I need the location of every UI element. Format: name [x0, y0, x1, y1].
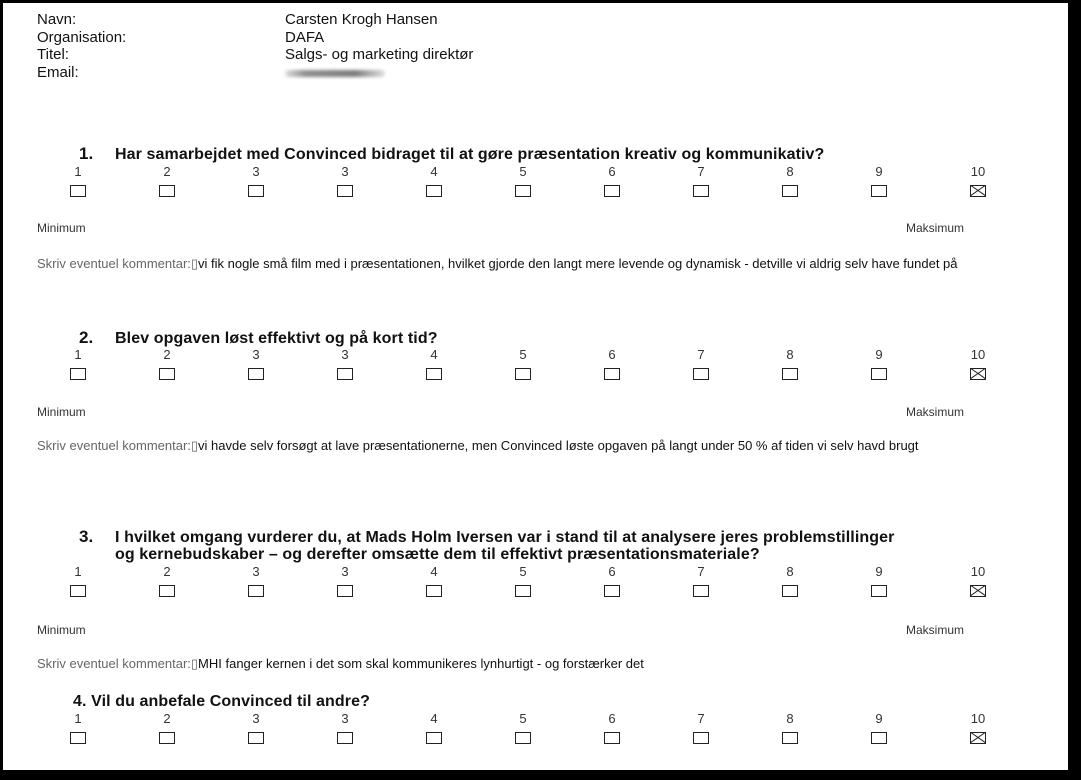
- rating-option: [770, 165, 810, 197]
- rating-number: 8: [786, 164, 794, 179]
- rating-option: [859, 165, 899, 197]
- question-2-min-label: Minimum: [37, 405, 86, 419]
- rating-option: [414, 565, 454, 597]
- rating-option: [325, 565, 365, 597]
- name-label: Navn:: [37, 11, 77, 28]
- question-4-title: [73, 693, 370, 710]
- rating-option: [414, 348, 454, 380]
- question-4-number: 4.: [73, 693, 87, 710]
- empty-checkbox[interactable]: [70, 368, 86, 380]
- rating-option: [958, 165, 998, 197]
- checked-checkbox[interactable]: [970, 585, 986, 597]
- title-row: [37, 46, 473, 64]
- rating-number: 3: [252, 711, 260, 726]
- respondent-info: [37, 11, 473, 81]
- empty-checkbox[interactable]: [604, 185, 620, 197]
- rating-option: [859, 712, 899, 744]
- rating-number: 4: [430, 164, 438, 179]
- question-1-title: [79, 145, 824, 163]
- empty-checkbox[interactable]: [337, 732, 353, 744]
- rating-option: [503, 565, 543, 597]
- empty-checkbox[interactable]: [248, 368, 264, 380]
- question-4-scale: [3, 712, 1063, 752]
- question-3-max-label: Maksimum: [906, 623, 965, 637]
- rating-number: 10: [970, 164, 986, 179]
- rating-option: [325, 348, 365, 380]
- empty-checkbox[interactable]: [693, 732, 709, 744]
- empty-checkbox[interactable]: [871, 732, 887, 744]
- email-label: Email:: [37, 63, 79, 81]
- empty-checkbox[interactable]: [782, 585, 798, 597]
- checked-checkbox[interactable]: [970, 185, 986, 197]
- question-3-min-label: Minimum: [37, 623, 86, 637]
- rating-number: 3: [341, 347, 349, 362]
- question-1-number: 1.: [79, 144, 94, 163]
- question-3-scale: [3, 565, 1063, 605]
- rating-number: 6: [608, 564, 616, 579]
- question-3-text-line2: og kernebudskaber – og derefter omsætte dem til effektivt præsentationsmateriale?: [115, 546, 760, 563]
- empty-checkbox[interactable]: [70, 732, 86, 744]
- empty-checkbox[interactable]: [693, 368, 709, 380]
- rating-number: 1: [74, 347, 82, 362]
- empty-checkbox[interactable]: [248, 732, 264, 744]
- rating-option: [770, 712, 810, 744]
- rating-number: 9: [875, 347, 883, 362]
- rating-number: 2: [163, 564, 171, 579]
- question-2-title: [79, 329, 438, 347]
- rating-number: 7: [697, 347, 705, 362]
- name-row: [37, 11, 473, 29]
- question-1-max-label: Maksimum: [906, 221, 965, 235]
- question-2-comment: [37, 436, 1047, 455]
- question-3-comment: [37, 654, 1047, 673]
- empty-checkbox[interactable]: [604, 368, 620, 380]
- empty-checkbox[interactable]: [159, 732, 175, 744]
- empty-checkbox[interactable]: [782, 185, 798, 197]
- empty-checkbox[interactable]: [70, 585, 86, 597]
- question-3-title: [79, 528, 894, 563]
- rating-option: [859, 565, 899, 597]
- rating-number: 10: [970, 564, 986, 579]
- empty-checkbox[interactable]: [782, 368, 798, 380]
- rating-option: [503, 348, 543, 380]
- organisation-value: DAFA: [285, 28, 325, 46]
- rating-number: 8: [786, 564, 794, 579]
- rating-option: [958, 712, 998, 744]
- question-2-scale: [3, 348, 1063, 388]
- empty-checkbox[interactable]: [515, 185, 531, 197]
- empty-checkbox[interactable]: [604, 585, 620, 597]
- empty-checkbox[interactable]: [515, 585, 531, 597]
- question-2-comment-text: vi havde selv forsøgt at lave præsentationerne, men Convinced løste opgaven på langt under 50 % af tiden vi selv havd brugt: [198, 438, 919, 453]
- rating-option: [770, 348, 810, 380]
- rating-number: 7: [697, 164, 705, 179]
- comment-prefix: Skriv eventuel kommentar:▯: [37, 438, 199, 453]
- rating-number: 5: [519, 164, 527, 179]
- title-value: Salgs- og marketing direktør: [285, 46, 474, 63]
- rating-number: 1: [74, 164, 82, 179]
- rating-option: [147, 348, 187, 380]
- empty-checkbox[interactable]: [871, 368, 887, 380]
- empty-checkbox[interactable]: [70, 185, 86, 197]
- rating-option: [681, 565, 721, 597]
- checked-checkbox[interactable]: [970, 368, 986, 380]
- rating-option: [414, 165, 454, 197]
- question-4-text: Vil du anbefale Convinced til andre?: [91, 693, 371, 710]
- empty-checkbox[interactable]: [426, 585, 442, 597]
- question-1-text: Har samarbejdet med Convinced bidraget til at gøre præsentation kreativ og kommunikativ?: [115, 146, 825, 163]
- rating-number: 3: [341, 711, 349, 726]
- question-3-comment-text: MHI fanger kernen i det som skal kommunikeres lynhurtigt - og forstærker det: [198, 656, 644, 671]
- rating-number: 10: [970, 347, 986, 362]
- rating-number: 2: [163, 347, 171, 362]
- empty-checkbox[interactable]: [515, 368, 531, 380]
- rating-option: [958, 565, 998, 597]
- question-3-text: I hvilket omgang vurderer du, at Mads Holm Iversen var i stand til at analysere jeres problemstillinger: [115, 529, 895, 546]
- rating-number: 2: [163, 164, 171, 179]
- rating-option: [592, 712, 632, 744]
- email-redacted: [285, 70, 385, 77]
- rating-number: 8: [786, 711, 794, 726]
- empty-checkbox[interactable]: [159, 585, 175, 597]
- rating-number: 5: [519, 564, 527, 579]
- rating-number: 8: [786, 347, 794, 362]
- organisation-row: [37, 29, 473, 47]
- empty-checkbox[interactable]: [248, 185, 264, 197]
- question-1-comment: [37, 254, 1047, 273]
- rating-option: [147, 712, 187, 744]
- empty-checkbox[interactable]: [426, 368, 442, 380]
- rating-number: 4: [430, 347, 438, 362]
- empty-checkbox[interactable]: [693, 185, 709, 197]
- empty-checkbox[interactable]: [871, 585, 887, 597]
- comment-prefix: Skriv eventuel kommentar:▯: [37, 656, 199, 671]
- empty-checkbox[interactable]: [604, 732, 620, 744]
- rating-option: [58, 565, 98, 597]
- rating-option: [503, 712, 543, 744]
- rating-option: [236, 348, 276, 380]
- empty-checkbox[interactable]: [337, 585, 353, 597]
- rating-number: 9: [875, 564, 883, 579]
- rating-number: 4: [430, 564, 438, 579]
- rating-number: 3: [252, 164, 260, 179]
- rating-option: [681, 165, 721, 197]
- rating-option: [147, 165, 187, 197]
- rating-option: [592, 565, 632, 597]
- empty-checkbox[interactable]: [426, 185, 442, 197]
- empty-checkbox[interactable]: [337, 185, 353, 197]
- email-row: [37, 64, 473, 82]
- rating-number: 5: [519, 347, 527, 362]
- rating-number: 1: [74, 711, 82, 726]
- rating-number: 6: [608, 164, 616, 179]
- question-1-min-label: Minimum: [37, 221, 86, 235]
- rating-number: 5: [519, 711, 527, 726]
- comment-prefix: Skriv eventuel kommentar:▯: [37, 256, 199, 271]
- rating-number: 6: [608, 347, 616, 362]
- rating-option: [236, 165, 276, 197]
- rating-number: 4: [430, 711, 438, 726]
- rating-option: [58, 348, 98, 380]
- rating-number: 3: [341, 564, 349, 579]
- rating-option: [58, 712, 98, 744]
- empty-checkbox[interactable]: [693, 585, 709, 597]
- name-value: Carsten Krogh Hansen: [285, 11, 438, 28]
- question-3-number: 3.: [79, 527, 94, 546]
- rating-option: [859, 348, 899, 380]
- rating-number: 3: [341, 164, 349, 179]
- rating-option: [681, 712, 721, 744]
- title-label: Titel:: [37, 46, 69, 63]
- rating-option: [236, 565, 276, 597]
- rating-option: [147, 565, 187, 597]
- empty-checkbox[interactable]: [337, 368, 353, 380]
- rating-option: [325, 712, 365, 744]
- rating-option: [592, 348, 632, 380]
- rating-number: 7: [697, 711, 705, 726]
- rating-option: [681, 348, 721, 380]
- rating-number: 7: [697, 564, 705, 579]
- rating-option: [236, 712, 276, 744]
- empty-checkbox[interactable]: [426, 732, 442, 744]
- question-2-text: Blev opgaven løst effektivt og på kort tid?: [115, 330, 438, 347]
- empty-checkbox[interactable]: [515, 732, 531, 744]
- empty-checkbox[interactable]: [159, 185, 175, 197]
- checked-checkbox[interactable]: [970, 732, 986, 744]
- question-1-comment-text: vi fik nogle små film med i præsentationen, hvilket gjorde den langt mere levende og dynamisk - detville vi aldrig selv have fundet på: [198, 256, 958, 271]
- rating-number: 2: [163, 711, 171, 726]
- rating-number: 9: [875, 164, 883, 179]
- rating-number: 6: [608, 711, 616, 726]
- rating-option: [592, 165, 632, 197]
- rating-option: [770, 565, 810, 597]
- rating-number: 3: [252, 564, 260, 579]
- rating-number: 3: [252, 347, 260, 362]
- rating-option: [958, 348, 998, 380]
- organisation-label: Organisation:: [37, 28, 127, 46]
- rating-option: [325, 165, 365, 197]
- empty-checkbox[interactable]: [782, 732, 798, 744]
- question-2-max-label: Maksimum: [906, 405, 965, 419]
- question-1-scale: [3, 165, 1063, 205]
- empty-checkbox[interactable]: [159, 368, 175, 380]
- rating-number: 1: [74, 564, 82, 579]
- rating-number: 9: [875, 711, 883, 726]
- empty-checkbox[interactable]: [871, 185, 887, 197]
- rating-option: [503, 165, 543, 197]
- question-2-number: 2.: [79, 328, 94, 347]
- empty-checkbox[interactable]: [248, 585, 264, 597]
- rating-option: [414, 712, 454, 744]
- rating-option: [58, 165, 98, 197]
- rating-number: 10: [970, 711, 986, 726]
